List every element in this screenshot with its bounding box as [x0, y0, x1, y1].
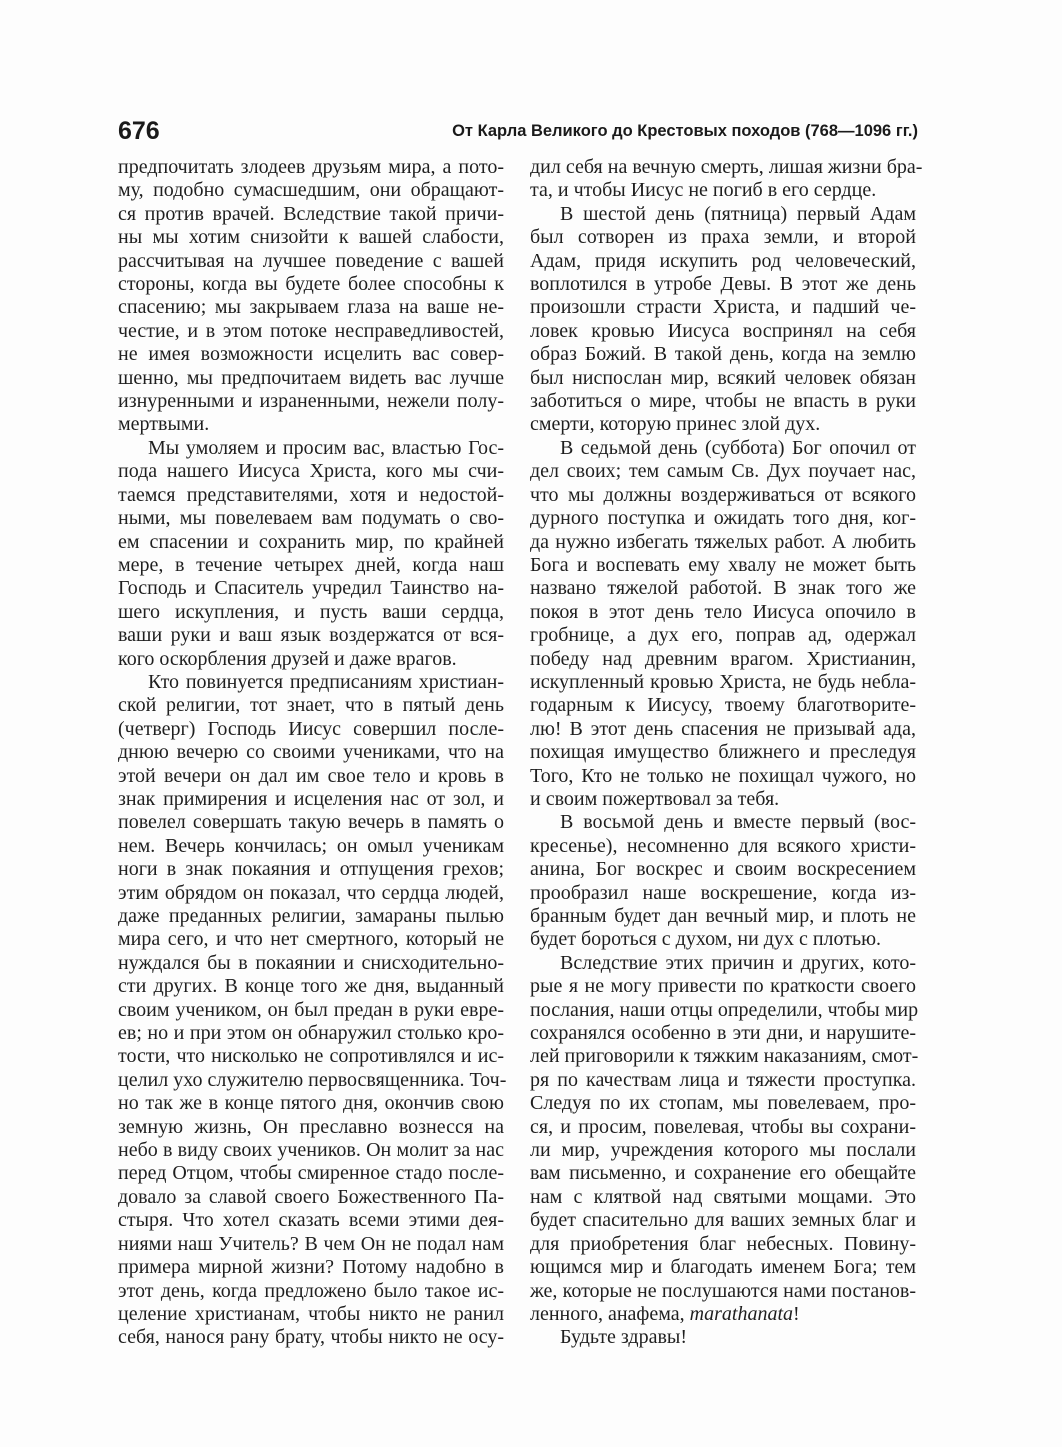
text-line: кресенье), несомненно для всякого христи-: [530, 834, 916, 857]
text-line: смерти, которую принес злой дух.: [530, 413, 821, 436]
text-line: целение христианам, чтобы никто не ранил: [118, 1302, 504, 1325]
text-line: лю! В этот день спасения не призывай ада,: [530, 717, 916, 740]
text-line: честие, и в этом потоке несправедливостей,: [118, 319, 504, 342]
text-line: лей приговорили к тяжким наказаниям, смот-: [530, 1045, 919, 1068]
text-line: мертвыми.: [118, 413, 210, 436]
text-line: та, и чтобы Иисус не погиб в его сердце.: [530, 179, 877, 202]
text-line: был сотворен из праха земли, и второй: [530, 226, 916, 249]
text-line: Бога и воспевать ему хвалу не может быть: [530, 553, 916, 576]
text-line: но так же в конце пятого дня, окончив свою: [118, 1092, 504, 1115]
text-line: годарным к Иисусу, твоему благотворите-: [530, 694, 916, 717]
text-line: примера мирной жизни? Потому надобно в: [118, 1256, 504, 1279]
right-text-column: [530, 156, 923, 1350]
text-line: довало за славой своего Божественного Па-: [118, 1185, 504, 1208]
text-line: нуждался бы в покаянии и снисходительно-: [118, 951, 504, 974]
text-line: ниями наш Учитель? В чем Он не подал нам: [118, 1232, 504, 1255]
text-line: ными, мы повелеваем вам подумать о сво-: [118, 507, 504, 530]
text-line: перед Отцом, чтобы смиренное стадо после-: [118, 1162, 504, 1185]
text-line: искупленный кровью Христа, не будь небла-: [530, 670, 916, 693]
text-line-part: !: [793, 1302, 800, 1325]
text-line: будет спасительно для ваших земных благ и: [530, 1209, 916, 1232]
running-title: От Карла Великого до Крестовых походов (768—1096 гг.): [452, 122, 918, 140]
text-line: что мы должны воздерживаться от всякого: [530, 483, 916, 506]
text-line: даже преданных религии, замараны пылью: [118, 905, 504, 927]
text-line: шего искупления, и пусть ваши сердца,: [118, 600, 504, 623]
text-line: Следуя по их стопам, мы повелеваем, про-: [530, 1092, 916, 1115]
italic-word: marathanata: [689, 1302, 794, 1325]
text-line: таемся представителями, хотя и недостой-: [118, 483, 504, 506]
text-line: дил себя на вечную смерть, лишая жизни бра-: [530, 156, 923, 178]
text-line: мира сего, и что нет смертного, который не: [118, 928, 504, 951]
text-line-part: ленного, анафема,: [530, 1302, 690, 1325]
text-line: шенно, мы предпочитаем видеть вас лучше: [118, 366, 504, 389]
text-line: ны мы хотим снизойти к вашей слабости,: [118, 226, 504, 249]
text-line: будет бороться с духом, ни дух с плотью.: [530, 928, 882, 951]
text-line: ноги в знак покаяния и отпущения грехов;: [118, 858, 504, 881]
text-line: ской религии, тот знает, что в пятый день: [118, 694, 504, 717]
text-line: ловек кровью Иисуса воспринял на себя: [530, 319, 916, 342]
text-line: послания, наши отцы определили, чтобы мир: [530, 998, 919, 1021]
text-line: рые я не могу привести по краткости своего: [530, 975, 916, 998]
text-line: же, которые не послушаются нами постанов-: [530, 1279, 916, 1302]
text-line: Вследствие этих причин и других, кото-: [560, 951, 916, 974]
text-line: Адам, придя искупить род человеческий,: [530, 249, 916, 272]
text-line: ев; но и при этом он обнаружил столько кро-: [118, 1022, 504, 1045]
text-line: победу над древним врагом. Христианин,: [530, 647, 916, 670]
text-line: В восьмой день и вместе первый (вос-: [560, 811, 916, 834]
text-line: для приобретения благ небесных. Повину-: [530, 1232, 916, 1255]
text-line: ли мир, учреждения которого мы послали: [530, 1139, 916, 1162]
text-line: сти других. В конце того же дня, выданный: [118, 975, 504, 998]
text-line: ваши руки и ваш язык воздержатся от вся-: [118, 624, 504, 647]
text-line: пода нашего Иисуса Христа, кого мы счи-: [118, 460, 504, 483]
text-line: анина, Бог воскрес и своим воскресением: [530, 858, 916, 881]
text-line: ся, и просим, повелевая, чтобы вы сохрани-: [530, 1115, 916, 1138]
text-line: воплотился в утробе Девы. В этот же день: [530, 273, 916, 296]
text-line: стыря. Что хотел сказать всеми этими дея-: [118, 1209, 504, 1232]
text-line: ющимся мир и благодать именем Бога; тем: [530, 1256, 916, 1279]
text-line: этим обрядом он показал, что сердца людей,: [118, 881, 504, 904]
page-number: 676: [118, 117, 160, 145]
text-line: этот день, когда предложено было такое ис-: [118, 1279, 504, 1302]
text-line: дурного поступка и ожидать того дня, ког-: [530, 507, 916, 530]
text-line: себя, нанося рану брату, чтобы никто не осу-: [118, 1326, 504, 1349]
text-line: В шестой день (пятница) первый Адам: [560, 202, 916, 225]
text-line: образ Божий. В такой день, когда на землю: [530, 343, 916, 366]
text-line: днюю вечерю со своими учениками, что на: [118, 741, 504, 764]
text-line: (четверг) Господь Иисус совершил после-: [118, 717, 504, 740]
text-line: Будьте здравы!: [560, 1326, 688, 1349]
text-line: бранным будет дан вечный мир, и плоть не: [530, 905, 916, 927]
text-line: и своим пожертвовал за тебя.: [530, 787, 780, 810]
text-line: [530, 1303, 916, 1326]
text-line: тости, что нисколько не сопротивлялся и ис-: [118, 1045, 504, 1068]
text-line: похищая имущество ближнего и преследуя: [530, 741, 916, 764]
text-line: ем спасении и сохранить мир, по крайней: [118, 530, 504, 553]
text-line: Того, Кто не только не похищал чужого, но: [530, 764, 916, 787]
page-header: [118, 116, 918, 146]
text-line: небо в виду своих учеников. Он молит за нас: [118, 1139, 504, 1162]
text-line: предпочитать злодеев друзьям мира, а пото-: [118, 156, 504, 178]
text-line: ря по качествам лица и тяжести проступка.: [530, 1068, 916, 1091]
text-line: дел своих; тем самым Св. Дух поучает нас,: [530, 460, 916, 483]
text-line: стороны, когда вы будете более способны к: [118, 273, 504, 296]
text-line: этой вечери он дал им свое тело и кровь в: [118, 764, 504, 787]
text-line: нам с клятвой над святыми мощами. Это: [530, 1185, 916, 1208]
text-line: Мы умоляем и просим вас, властью Гос-: [148, 436, 504, 459]
text-line: кого оскорбления друзей и даже врагов.: [118, 647, 457, 670]
text-line: не имея возможности исцелить вас совер-: [118, 343, 504, 366]
text-line: мере, в течение четырех дней, когда наш: [118, 553, 504, 576]
text-line: вам письменно, и сохранение его обещайте: [530, 1162, 916, 1185]
text-line: нем. Вечерь кончилась; он омыл ученикам: [118, 834, 504, 857]
text-line: целил ухо служителю первосвященника. Точ-: [118, 1068, 507, 1091]
text-line: сохранялся особенно в эти дни, и нарушите-: [530, 1022, 916, 1045]
text-line: ся против врачей. Вследствие такой причи-: [118, 202, 504, 225]
text-line: Кто повинуется предписаниям христиан-: [148, 670, 504, 693]
text-line: прообразил наше воскрешение, когда из-: [530, 881, 916, 904]
text-line: своим учеником, он был предан в руки евре-: [118, 998, 504, 1021]
text-line: В седьмой день (суббота) Бог опочил от: [560, 436, 916, 459]
text-line: Господь и Спаситель учредил Таинство на-: [118, 577, 504, 600]
text-line: заботиться о мире, чтобы не впасть в руки: [530, 390, 916, 413]
text-line: названо тяжелой работой. В знак того же: [530, 577, 916, 600]
text-line: был ниспослан мир, всякий человек обязан: [530, 366, 916, 389]
left-text-column: [118, 156, 507, 1350]
text-line: земную жизнь, Он преславно вознесся на: [118, 1115, 504, 1138]
text-line: изнуренными и израненными, нежели полу-: [118, 390, 504, 413]
text-line: знак примирения и исцеления нас от зол, и: [118, 787, 504, 810]
text-line: повелел совершать такую вечерь в память о: [118, 811, 504, 834]
text-line: спасению; мы закрываем глаза на ваше не-: [118, 296, 504, 319]
text-line: произошли страсти Христа, и падший че-: [530, 296, 916, 319]
text-line: да нужно избегать тяжелых работ. А любить: [530, 530, 916, 553]
text-line: рассчитывая на лучшее поведение с вашей: [118, 249, 504, 272]
text-line: покоя в этот день тело Иисуса опочило в: [530, 600, 916, 623]
text-line: му, подобно сумасшедшим, они обращают-: [118, 179, 504, 202]
text-line: гробнице, а дух его, поправ ад, одержал: [530, 624, 916, 647]
